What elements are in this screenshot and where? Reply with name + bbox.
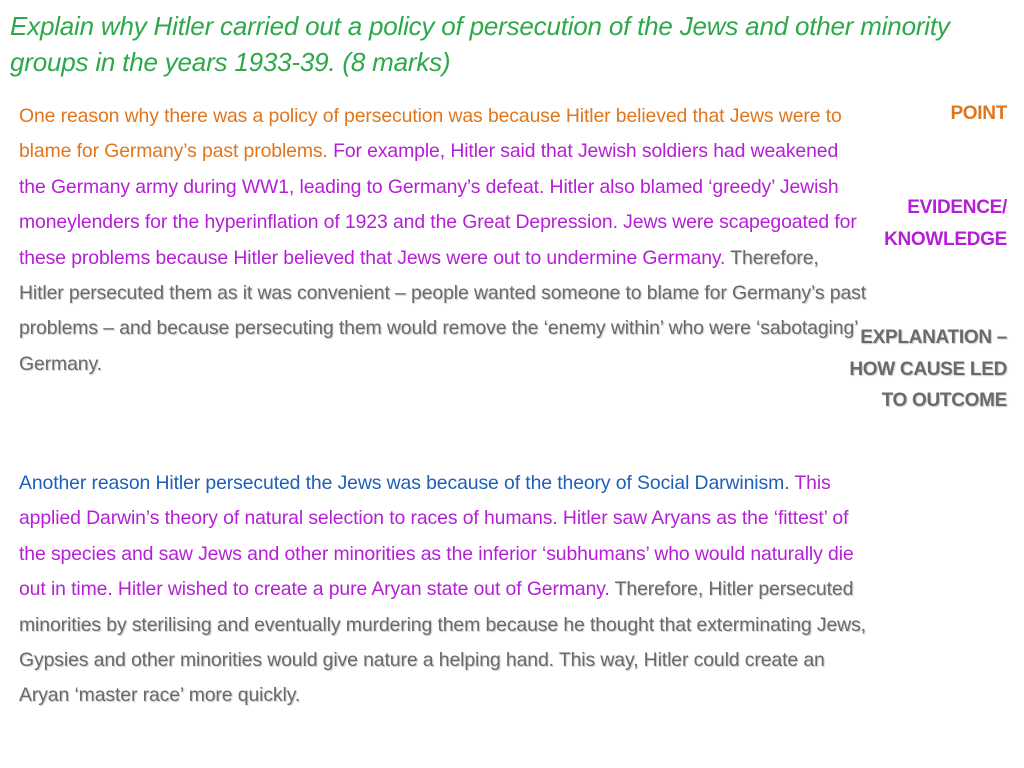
slide-title: Explain why Hitler carried out a policy of persecution of the Jews and other minority groups in the years 1933-39. (8 marks) [10, 11, 950, 77]
paragraph-1-point: One reason why there was a policy of persecution was because Hitler believed that Jews were to blame for Germany’s past problems. [19, 105, 842, 163]
paragraph-2-explanation: Therefore, Hitler persecuted minorities by sterilising and eventually murdering them because he thought that exterminating Jews, Gypsies and other minorities would give nature a helping hand. This way, Hitler could create an Aryan ‘master race’ more quickly. [19, 578, 866, 707]
paragraph-2 [19, 466, 867, 714]
label-evidence-knowledge: EVIDENCE/ KNOWLEDGE [884, 197, 1007, 250]
label-point: POINT [950, 103, 1007, 124]
label-explanation: EXPLANATION – HOW CAUSE LED TO OUTCOME [849, 327, 1007, 411]
paragraph-2-evidence: This applied Darwin’s theory of natural selection to races of humans. Hitler saw Aryans as the ‘fittest’ of the species and saw Jews and other minorities as the inferior ‘subhumans’ who would naturally die out in time. Hitler wished to create a pure Aryan state out of Germany. [19, 472, 854, 601]
paragraph-1-explanation: Therefore, Hitler persecuted them as it was convenient – people wanted someone to blame for Germany’s past problems – and because persecuting them would remove the ‘enemy within’ who were ‘sabotaging’ Germany. [19, 246, 867, 375]
paragraph-2-point: Another reason Hitler persecuted the Jews was because of the theory of Social Darwinism. [19, 472, 790, 494]
paragraph-1-evidence: For example, Hitler said that Jewish soldiers had weakened the Germany army during WW1, leading to Germany’s defeat. Hitler also blamed ‘greedy’ Jewish moneylenders for the hyperinflation of 1923 and the Great Depression. Jews were scapegoated for these problems because Hitler believed that Jews were out to undermine Germany. [19, 140, 857, 269]
paragraph-1 [19, 99, 867, 382]
